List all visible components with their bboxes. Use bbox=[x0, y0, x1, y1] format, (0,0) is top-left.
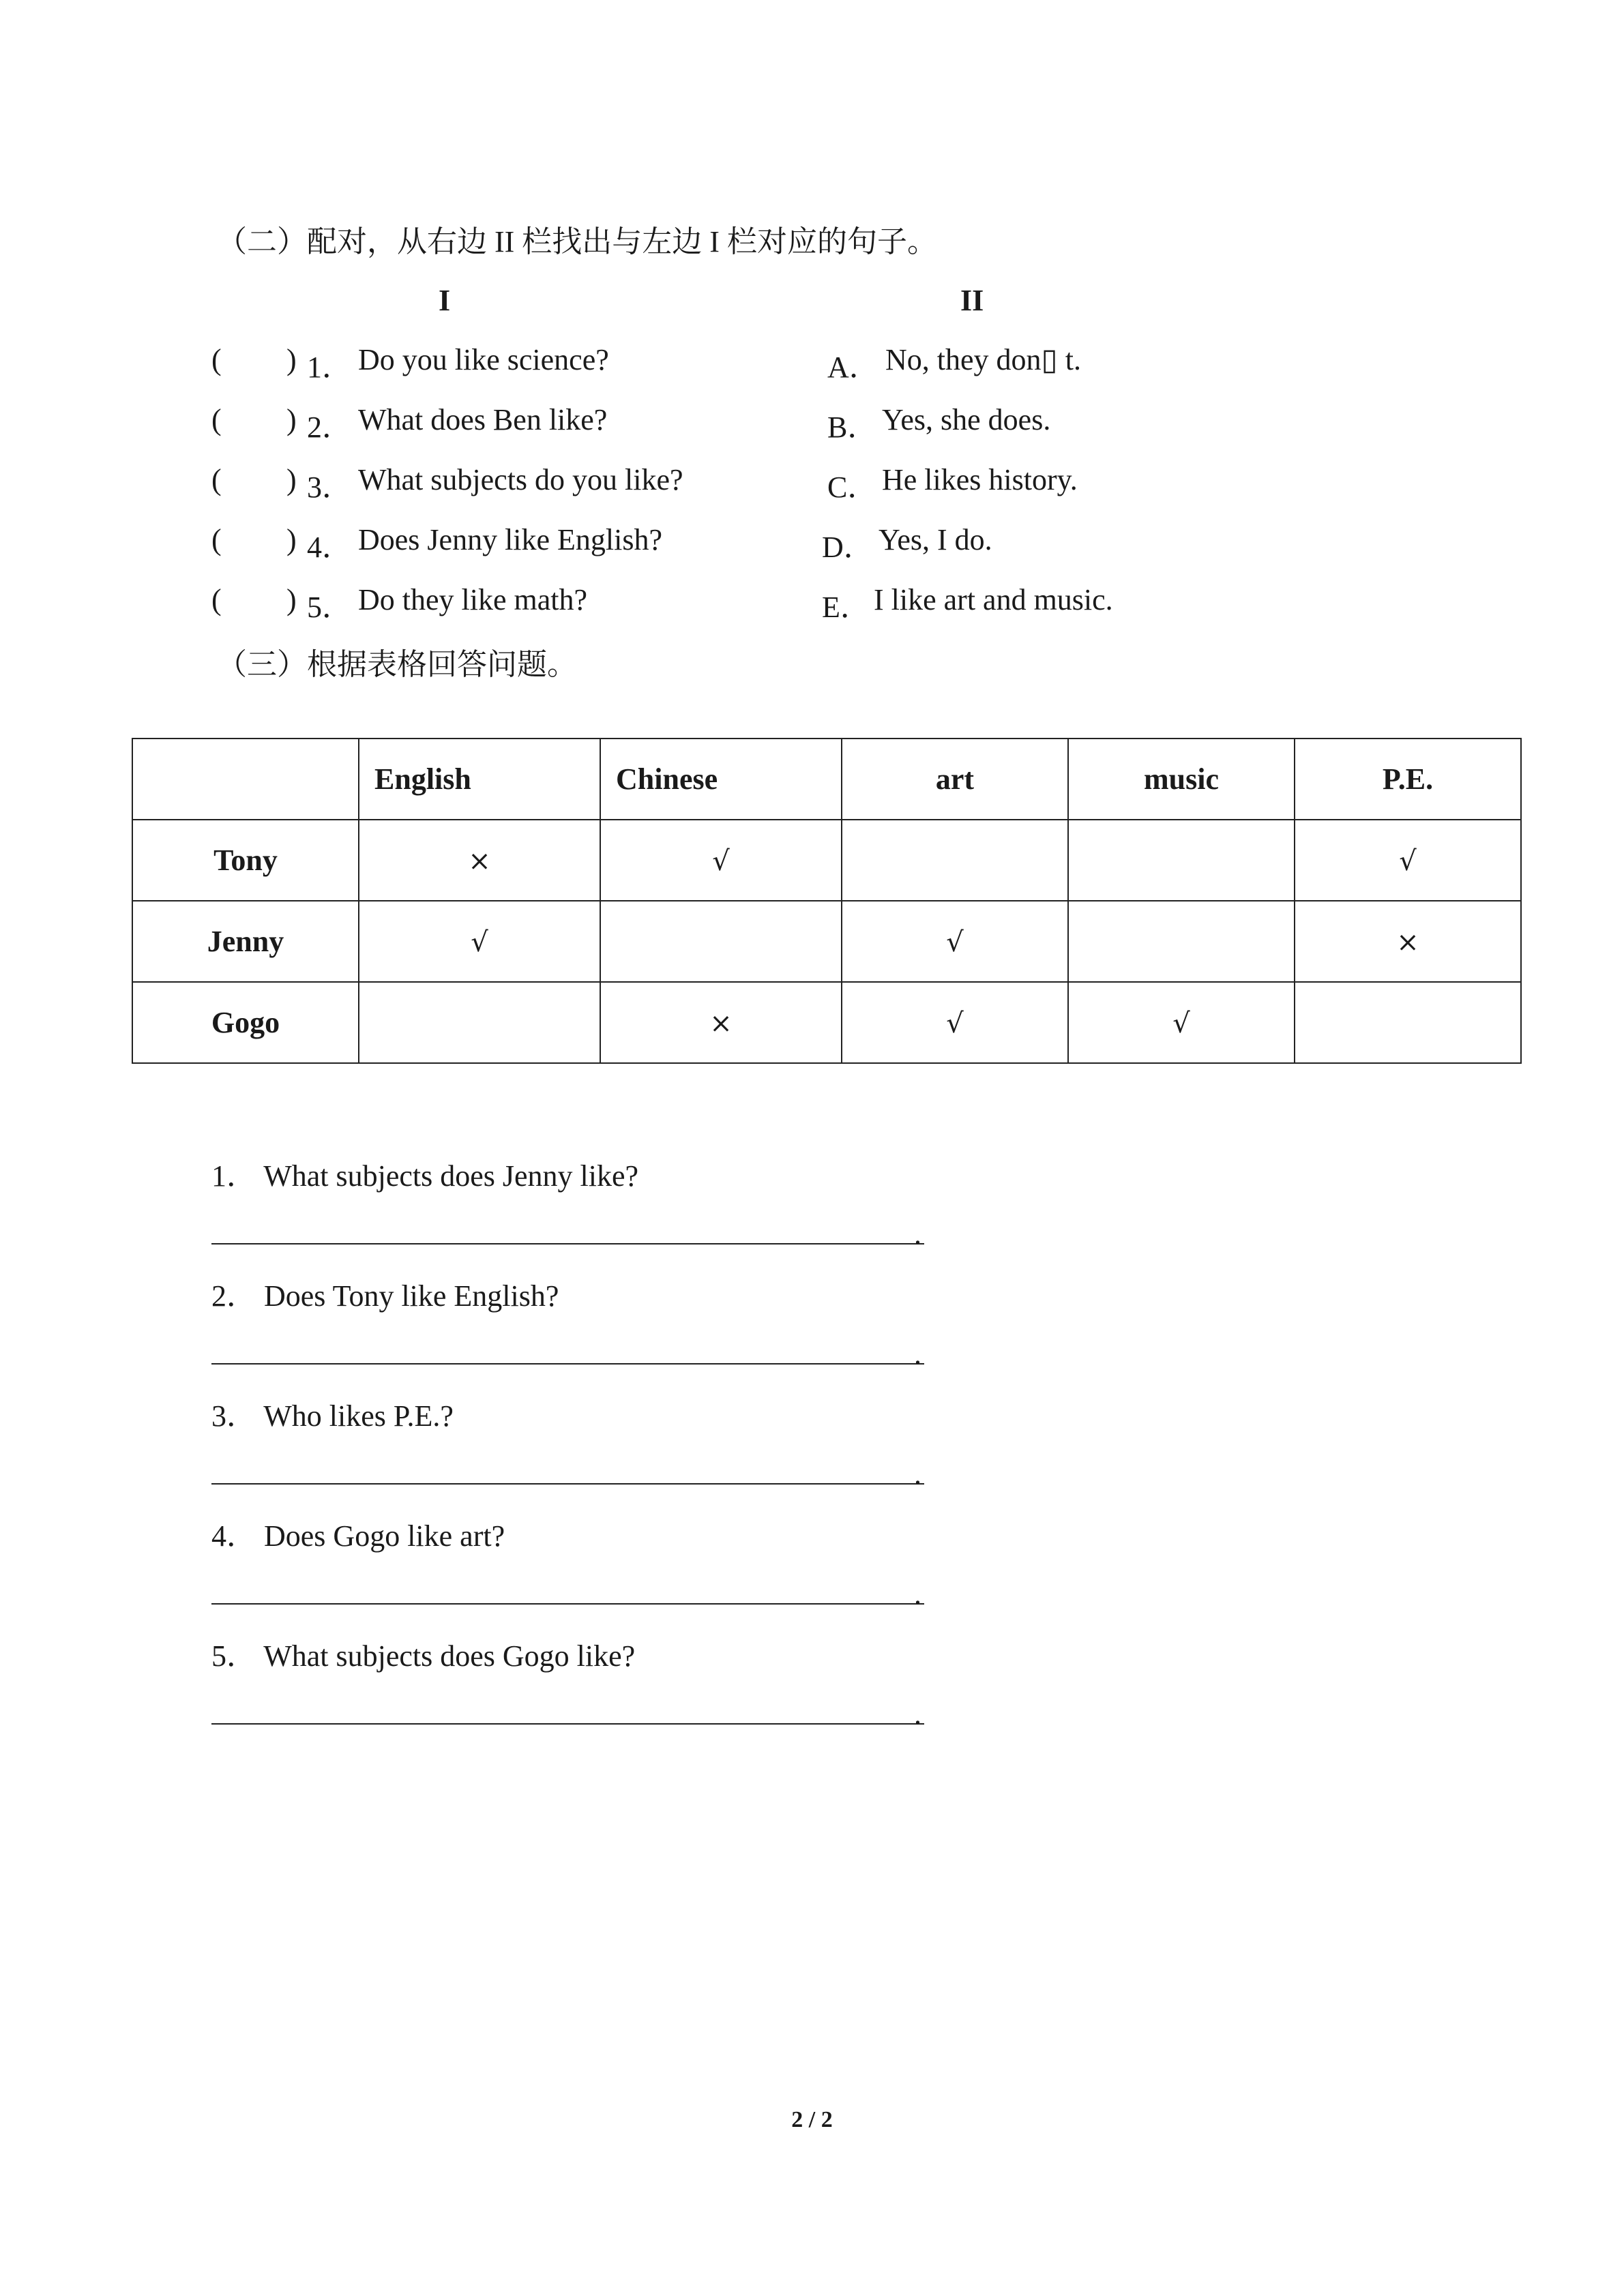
question-number: 4． bbox=[307, 531, 352, 564]
check-mark: √ bbox=[712, 846, 730, 877]
question bbox=[211, 1151, 638, 1195]
answer-period: . bbox=[914, 1577, 921, 1611]
question-number: 2． bbox=[307, 411, 352, 444]
table-row bbox=[132, 820, 1521, 901]
answer-period: . bbox=[914, 1457, 921, 1491]
header-english: English bbox=[359, 739, 600, 820]
check-mark: √ bbox=[1399, 846, 1417, 877]
question-number: 5． bbox=[307, 591, 352, 624]
header-music: music bbox=[1068, 739, 1295, 820]
question bbox=[211, 1631, 635, 1675]
page-number: 2 / 2 bbox=[791, 2107, 833, 2132]
answer-letter: C． bbox=[827, 471, 878, 504]
answer-line[interactable] bbox=[211, 1363, 924, 1365]
answer-blank-open: ( bbox=[211, 403, 222, 436]
row-name-gogo: Gogo bbox=[132, 982, 359, 1063]
match-row bbox=[0, 582, 1624, 623]
question-number: 3． bbox=[307, 471, 352, 504]
check-mark: √ bbox=[946, 1008, 964, 1039]
match-row bbox=[0, 462, 1624, 503]
answer-blank-close: ) bbox=[286, 343, 297, 376]
question-number: 5． bbox=[211, 1639, 256, 1673]
question-text: What subjects does Gogo like? bbox=[263, 1639, 636, 1673]
answer-line[interactable] bbox=[211, 1483, 924, 1485]
column-ii-header: II bbox=[960, 284, 984, 317]
question-text: Do you like science? bbox=[358, 343, 609, 376]
cross-mark: × bbox=[1396, 927, 1419, 958]
row-name-jenny: Jenny bbox=[132, 901, 359, 982]
answer-letter: E． bbox=[822, 591, 870, 624]
table-corner-cell bbox=[132, 739, 359, 820]
answer-period: . bbox=[914, 1697, 921, 1731]
answer-blank-close: ) bbox=[286, 463, 297, 496]
header-chinese: Chinese bbox=[600, 739, 842, 820]
match-row bbox=[0, 342, 1624, 383]
cross-mark: × bbox=[709, 1008, 733, 1039]
table-row bbox=[132, 901, 1521, 982]
answer-text: He likes history. bbox=[882, 463, 1078, 496]
answer-text: Yes, I do. bbox=[879, 523, 992, 556]
answer-line[interactable] bbox=[211, 1243, 924, 1244]
section-3-heading: （三）根据表格回答问题。 bbox=[217, 648, 577, 681]
cross-mark: × bbox=[468, 846, 491, 877]
answer-blank-close: ) bbox=[286, 583, 297, 616]
question-number: 3． bbox=[211, 1399, 256, 1433]
match-row bbox=[0, 402, 1624, 443]
answer-blank-open: ( bbox=[211, 343, 222, 376]
question-number: 4． bbox=[211, 1519, 256, 1553]
question-text: Does Jenny like English? bbox=[358, 523, 663, 556]
answer-text: Yes, she does. bbox=[882, 403, 1051, 436]
header-art: art bbox=[842, 739, 1068, 820]
table-row bbox=[132, 982, 1521, 1063]
question bbox=[211, 1511, 505, 1555]
answer-blank-open: ( bbox=[211, 463, 222, 496]
section-2-heading: （二）配对，从右边 II 栏找出与左边 I 栏对应的句子。 bbox=[217, 225, 937, 258]
answer-letter: D． bbox=[822, 531, 874, 564]
question-number: 1． bbox=[211, 1159, 256, 1193]
check-mark: √ bbox=[946, 927, 964, 958]
column-i-header: I bbox=[439, 284, 451, 317]
answer-text: No, they don▯ t. bbox=[885, 343, 1081, 376]
answer-letter: B． bbox=[827, 411, 878, 444]
question bbox=[211, 1271, 559, 1315]
question-text: Does Gogo like art? bbox=[264, 1519, 505, 1553]
table-header-row bbox=[132, 739, 1521, 820]
subjects-table bbox=[132, 738, 1522, 1064]
row-name-tony: Tony bbox=[132, 820, 359, 901]
answer-period: . bbox=[914, 1217, 921, 1251]
question-text: What subjects does Jenny like? bbox=[263, 1159, 639, 1193]
answer-period: . bbox=[914, 1337, 921, 1371]
question-number: 2． bbox=[211, 1279, 256, 1313]
answer-blank-open: ( bbox=[211, 523, 222, 556]
answer-line[interactable] bbox=[211, 1723, 924, 1725]
answer-line[interactable] bbox=[211, 1603, 924, 1605]
question-text: What does Ben like? bbox=[358, 403, 608, 436]
check-mark: √ bbox=[1172, 1008, 1190, 1039]
answer-blank-open: ( bbox=[211, 583, 222, 616]
answer-text: I like art and music. bbox=[874, 583, 1113, 616]
answer-letter: A． bbox=[827, 351, 879, 384]
question-text: Does Tony like English? bbox=[264, 1279, 559, 1313]
question-text: Who likes P.E.? bbox=[263, 1399, 454, 1433]
question-text: What subjects do you like? bbox=[358, 463, 683, 496]
header-pe: P.E. bbox=[1295, 739, 1521, 820]
match-row bbox=[0, 522, 1624, 563]
answer-blank-close: ) bbox=[286, 523, 297, 556]
question bbox=[211, 1391, 454, 1435]
question-number: 1． bbox=[307, 351, 352, 384]
question-text: Do they like math? bbox=[358, 583, 588, 616]
check-mark: √ bbox=[471, 927, 488, 958]
answer-blank-close: ) bbox=[286, 403, 297, 436]
